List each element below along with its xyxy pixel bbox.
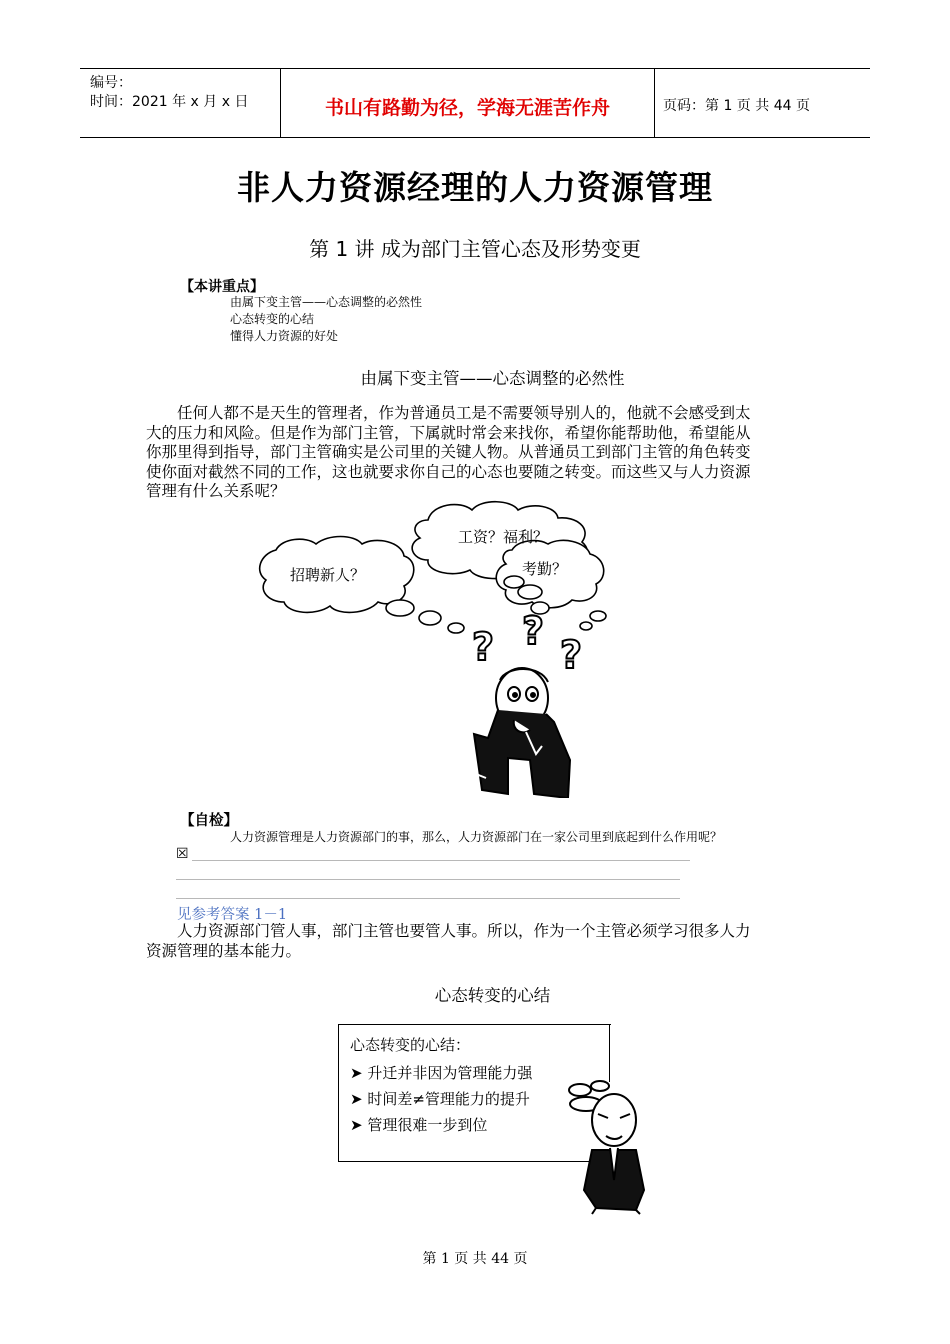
answer-line [176,898,680,899]
self-check-label: 【自检】 [180,813,238,829]
answer-reference-link[interactable]: 见参考答案 1－1 [177,907,288,923]
question-mark-icon: ? [560,633,583,677]
question-mark-icon: ? [522,609,545,653]
answer-paragraph [146,922,826,961]
answer-line [176,879,680,880]
answer-line [192,860,690,861]
paragraph-line: 你那里得到指导，部门主管确实是公司里的关键人物。从普通员工到部门主管的角色转变 [146,444,751,461]
answer-checkbox[interactable]: ☒ [176,846,189,862]
key-point-item: 由属下变主管——心态调整的必然性 [230,295,423,309]
arrow-bullet-icon: ➤ [350,1090,363,1108]
self-check-question: 人力资源管理是人力资源部门的事，那么，人力资源部门在一家公司里到底起到什么作用呢？ [230,830,723,844]
knot-box-title: 心态转变的心结： [350,1036,471,1054]
paragraph-line: 任何人都不是天生的管理者，作为普通员工是不需要领导别人的，他就不会感受到太 [177,405,751,422]
paragraph-line: 大的压力和风险。但是作为部门主管，下属就时常会来找你，希望你能帮助他，希望能从 [146,424,751,442]
motto: 书山有路勤为径，学海无涯苦作舟 [324,97,610,119]
paragraph-line: 资源管理的基本能力。 [146,942,302,960]
header-table [80,68,870,138]
knot-box-edge [609,1024,610,1082]
paragraph-line: 人力资源部门管人事，部门主管也要管人事。所以，作为一个主管必须学习很多人力 [177,923,751,940]
lecture-title: 第 1 讲 成为部门主管心态及形势变更 [309,237,641,261]
list-item: ➤ 管理很难一步到位 [350,1116,488,1134]
section-title: 由属下变主管——心态调整的必然性 [360,369,625,388]
paragraph-line: 使你面对截然不同的工作，这也就要求你自己的心态也要随之转变。而这些又与人力资源 [146,463,751,481]
list-item: ➤ 升迁并非因为管理能力强 [350,1064,533,1082]
confused-man-icon [556,1080,656,1216]
thinking-man-illustration [250,498,620,798]
bubble-left-text: 招聘新人？ [290,566,366,584]
list-item: ➤ 时间差≠管理能力的提升 [350,1090,530,1108]
page-footer: 第 1 页 共 44 页 [422,1251,528,1267]
page-info: 页码：第 1 页 共 44 页 [663,98,810,114]
page-title: 非人力资源经理的人力资源管理 [237,168,713,207]
serial-label: 编号： [90,75,132,91]
key-point-item: 心态转变的心结 [230,312,315,326]
key-point-item: 懂得人力资源的好处 [230,329,339,343]
arrow-bullet-icon: ➤ [350,1064,363,1082]
key-points-label: 【本讲重点】 [180,279,264,295]
header-motto-cell [281,69,655,137]
bubble-right-text: 考勤？ [522,560,568,578]
section-paragraph [146,404,826,502]
time-label: 时间：2021 年 x 月 x 日 [90,94,249,110]
arrow-bullet-icon: ➤ [350,1116,363,1134]
paragraph-line: 管理有什么关系呢？ [146,483,286,500]
bubble-top-text: 工资？福利？ [458,528,549,546]
header-left-cell [80,69,281,137]
thinking-man-icon [474,668,570,798]
header-right-cell [655,69,870,137]
question-mark-icon: ? [472,625,495,669]
key-points-list [230,294,422,345]
section-title: 心态转变的心结 [434,986,551,1005]
knot-bullet-list [350,1060,532,1138]
